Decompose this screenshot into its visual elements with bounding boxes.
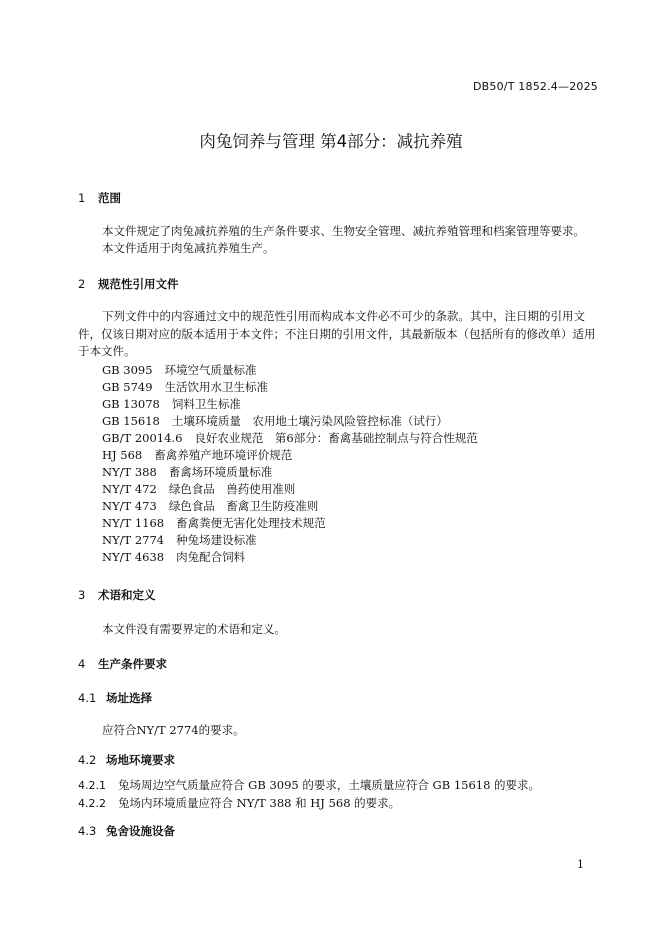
clause-number: 4.2.1 — [78, 779, 106, 792]
section-title: 范围 — [98, 191, 121, 205]
reference-name: 种兔场建设标准 — [176, 533, 257, 547]
reference-item — [102, 498, 318, 514]
section-title: 生产条件要求 — [98, 657, 167, 671]
paragraph: 本文件规定了肉兔减抗养殖的生产条件要求、生物安全管理、减抗养殖管理和档案管理等要求。 — [102, 224, 585, 238]
reference-code: NY/T 473 — [102, 499, 157, 513]
section-3-heading — [78, 587, 156, 603]
reference-item — [102, 515, 326, 531]
subsection-4-3-heading — [78, 823, 175, 839]
reference-code: GB 13078 — [102, 397, 160, 411]
reference-name: 肉兔配合饲料 — [176, 550, 246, 564]
section-4-heading — [78, 656, 167, 672]
section-title: 术语和定义 — [98, 588, 156, 602]
paragraph: 本文件没有需要界定的术语和定义。 — [102, 622, 286, 636]
reference-code: GB 15618 — [102, 414, 160, 428]
standard-code: DB50/T 1852.4—2025 — [472, 80, 598, 93]
reference-name: 生活饮用水卫生标准 — [164, 380, 269, 394]
subsection-number: 4.3 — [78, 824, 97, 838]
reference-name: 良好农业规范 第6部分：畜禽基础控制点与符合性规范 — [194, 431, 478, 445]
reference-code: NY/T 388 — [102, 465, 157, 479]
clause-4-2-2 — [78, 795, 400, 811]
reference-item — [102, 481, 295, 497]
reference-name: 绿色食品 畜禽卫生防疫准则 — [168, 499, 319, 513]
reference-code: GB 5749 — [102, 380, 153, 394]
reference-item — [102, 379, 268, 395]
section-2-heading — [78, 276, 179, 292]
clause-number: 4.2.2 — [78, 797, 106, 810]
reference-name: 畜禽养殖产地环境评价规范 — [154, 448, 293, 462]
reference-name: 环境空气质量标准 — [164, 363, 257, 377]
paragraph: 本文件适用于肉兔减抗养殖生产。 — [102, 241, 275, 255]
reference-item — [102, 447, 292, 463]
reference-name: 畜禽粪便无害化处理技术规范 — [176, 516, 326, 530]
reference-name: 畜禽场环境质量标准 — [168, 465, 273, 479]
reference-code: NY/T 4638 — [102, 550, 165, 564]
reference-name: 饲料卫生标准 — [171, 397, 241, 411]
section-1-heading — [78, 190, 121, 206]
clause-4-2-1 — [78, 777, 540, 793]
paragraph: 应符合NY/T 2774的要求。 — [102, 723, 245, 737]
subsection-number: 4.1 — [78, 691, 97, 705]
reference-name: 绿色食品 兽药使用准则 — [168, 482, 296, 496]
clause-text: 兔场周边空气质量应符合 GB 3095 的要求，土壤质量应符合 GB 15618 的要求。 — [118, 778, 541, 792]
clause-text: 兔场内环境质量应符合 NY/T 388 和 HJ 568 的要求。 — [118, 796, 401, 810]
section-title: 规范性引用文件 — [98, 277, 179, 291]
reference-item — [102, 464, 272, 480]
paragraph: 下列文件中的内容通过文中的规范性引用而构成本文件必不可少的条款。其中，注日期的引用文件，仅该日期对应的版本适用于本文件；不注日期的引用文件，其最新版本（包括所有的修改单）适用于本文件。 — [78, 309, 596, 358]
reference-code: NY/T 472 — [102, 482, 157, 496]
reference-item — [102, 413, 448, 429]
section-number: 2 — [78, 277, 86, 291]
subsection-4-2-heading — [78, 752, 175, 768]
page-number: 1 — [577, 858, 584, 871]
section-number: 4 — [78, 657, 86, 671]
subsection-title: 场地环境要求 — [106, 753, 175, 767]
section-number: 1 — [78, 191, 86, 205]
reference-code: GB 3095 — [102, 363, 153, 377]
reference-item — [102, 532, 257, 548]
reference-item — [102, 430, 478, 446]
reference-code: NY/T 2774 — [102, 533, 165, 547]
reference-name: 土壤环境质量 农用地土壤污染风险管控标准（试行） — [171, 414, 448, 428]
subsection-4-1-heading — [78, 690, 152, 706]
document-title: 肉兔饲养与管理 第4部分：减抗养殖 — [199, 132, 463, 151]
reference-code: GB/T 20014.6 — [102, 431, 183, 445]
reference-item — [102, 549, 245, 565]
reference-code: HJ 568 — [102, 448, 143, 462]
subsection-title: 兔舍设施设备 — [106, 824, 175, 838]
subsection-number: 4.2 — [78, 753, 97, 767]
reference-item — [102, 362, 257, 378]
reference-code: NY/T 1168 — [102, 516, 165, 530]
section-number: 3 — [78, 588, 86, 602]
reference-item — [102, 396, 241, 412]
subsection-title: 场址选择 — [106, 691, 152, 705]
